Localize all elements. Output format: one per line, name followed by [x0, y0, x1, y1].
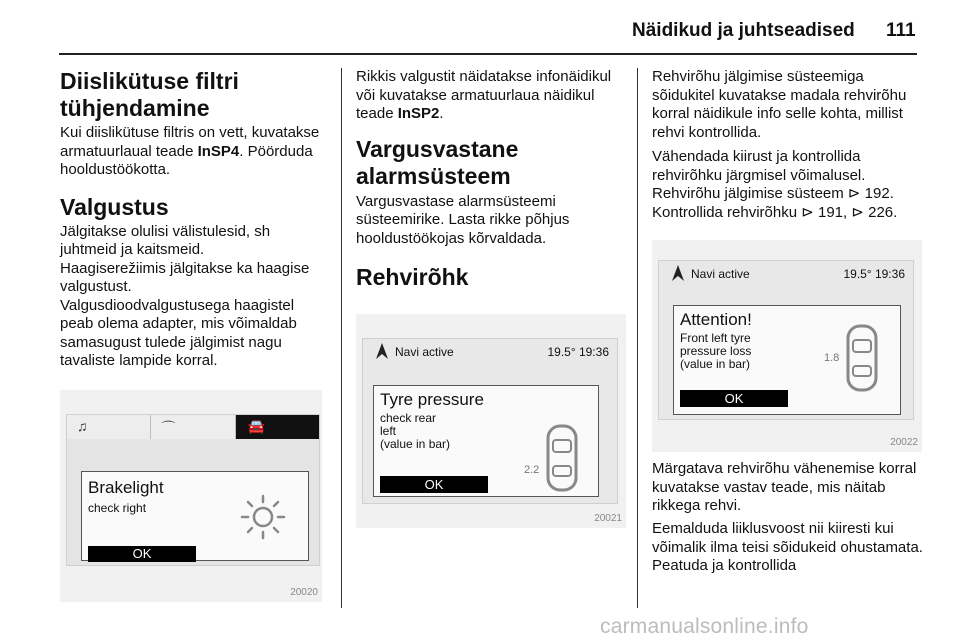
figure-number: 20021	[594, 513, 622, 524]
lighting-text-2: Haagiserežiimis jälgitakse ka haagise valgustust.	[60, 259, 310, 295]
column-2	[356, 68, 626, 524]
text: .	[439, 105, 444, 122]
ok-button[interactable]: OK	[88, 546, 196, 562]
tpms-reference-2	[652, 204, 924, 223]
column-divider	[341, 68, 342, 608]
music-icon: ♫	[77, 418, 88, 434]
navigation-arrow-icon	[671, 264, 685, 282]
nav-status: Navi active	[395, 345, 454, 359]
message-line: left	[380, 424, 397, 438]
message-line: (value in bar)	[680, 357, 751, 371]
column-divider	[637, 68, 638, 608]
temp-time: 19.5° 19:36	[843, 267, 905, 281]
watermark: carmanualsonline.info	[600, 615, 809, 638]
tab-car	[236, 415, 319, 439]
car-top-view-icon	[542, 422, 582, 494]
diesel-filter-text	[60, 124, 330, 180]
section-title-alarm	[356, 136, 626, 190]
message-line: check rear	[380, 411, 437, 425]
tyre-value: 1.8	[824, 352, 840, 364]
car-icon: 🚘	[247, 418, 266, 434]
tab-phone	[151, 415, 235, 439]
temp-time: 19.5° 19:36	[547, 345, 609, 359]
message-line: Front left tyre	[680, 331, 751, 345]
column-1	[60, 68, 330, 598]
message-text: check right	[88, 501, 147, 515]
title-line: alarmsüsteem	[356, 162, 511, 189]
section-title-lighting: Valgustus	[60, 193, 169, 220]
reference-arrow-icon: ⊳	[851, 203, 864, 221]
column-3	[652, 68, 924, 574]
navigation-arrow-icon	[375, 342, 389, 360]
message-code: InSP2	[397, 105, 440, 122]
text: Rikkis valgustit näidatakse infonäidikul või kuvatakse armatuurlaua näidikul teade	[356, 68, 612, 122]
message-box	[673, 305, 901, 415]
lighting-text-1: Jälgitakse olulisi välistulesid, sh juhtmeid ja kaitsmeid.	[60, 222, 271, 258]
reference-arrow-icon: ⊳	[847, 185, 861, 202]
tpms-text-4: Märgatava rehvirõhu vähenemise korral kuvatakse vastav teade, mis näitab rikkega rehvi.	[652, 460, 917, 514]
figure-attention	[652, 240, 922, 452]
title-line: tühjendamine	[60, 95, 210, 121]
text: Rehvirõhu jälgimise süsteem	[652, 185, 848, 202]
tpms-text-1: Rehvirõhu jälgimise süsteemiga sõidukitel kuvatakse madala rehvirõhu korral näidikule info selle kohta, millist rehvi kontrollida.	[652, 68, 907, 141]
title-line: Diislikütuse filtri	[60, 68, 239, 94]
bulb-icon	[238, 492, 288, 542]
message-title: Tyre pressure	[380, 390, 484, 409]
nav-status: Navi active	[691, 267, 750, 281]
car-top-view-icon	[842, 322, 882, 394]
ok-button[interactable]: OK	[380, 476, 488, 493]
title-line: Vargusvastane	[356, 135, 519, 162]
figure-number: 20020	[290, 587, 318, 598]
status-bar	[363, 339, 617, 363]
reference-arrow-icon: ⊳	[801, 203, 814, 221]
page-reference[interactable]: 191,	[818, 203, 852, 221]
message-title: Brakelight	[88, 478, 164, 497]
tpms-text-2: Vähendada kiirust ja kontrollida rehvirõhku järgmisel võimalusel.	[652, 148, 866, 184]
text: . Pöörduda hooldustöökotta.	[60, 142, 313, 178]
display-tabs	[67, 415, 319, 439]
ok-button[interactable]: OK	[680, 390, 788, 407]
page-reference[interactable]: 192.	[864, 185, 894, 202]
phone-icon: ⌒	[161, 420, 176, 436]
tpms-reference-1	[652, 185, 924, 204]
message-box	[373, 385, 599, 497]
tab-music	[67, 415, 151, 439]
text: Kui diislikütuse filtris on vett, kuvatakse armatuurlaual teade	[60, 124, 320, 160]
tyre-value: 2.2	[524, 464, 540, 476]
figure-number: 20022	[890, 437, 918, 448]
status-bar	[659, 261, 913, 285]
lighting-text-3: Valgusdioodvalgustusega haagistel peab olema adapter, mis võimaldab samasugust tulede jälgimist nagu tavaliste lampide korral.	[60, 296, 297, 369]
section-title-tyre-pressure: Rehvirõhk	[356, 264, 469, 290]
tpms-text-5: Eemalduda liiklusvoost nii kiiresti kui võimalik ilma teisi sõidukeid ohustamata. Peatuda ja kontrollida	[652, 520, 923, 574]
header-title: Näidikud ja juhtseadised	[632, 20, 855, 41]
figure-brakelight	[60, 390, 322, 602]
message-box	[81, 471, 309, 561]
text: Kontrollida rehvirõhku	[652, 203, 802, 221]
page-header	[0, 0, 960, 60]
message-line: pressure loss	[680, 344, 752, 358]
section-title-diesel-filter	[60, 68, 330, 122]
page-number: 111	[886, 20, 916, 41]
message-line: (value in bar)	[380, 437, 451, 451]
figure-tyre-pressure	[356, 314, 626, 528]
header-divider	[59, 53, 917, 55]
message-title: Attention!	[680, 310, 752, 329]
alarm-text: Vargusvastase alarmsüsteemi süsteemirike. Lasta rikke põhjus hooldustöökojas kõrvaldada.	[356, 192, 570, 247]
message-code: InSP4	[197, 142, 240, 160]
page-reference[interactable]: 226.	[868, 203, 898, 221]
lighting-fault-text	[356, 68, 626, 124]
